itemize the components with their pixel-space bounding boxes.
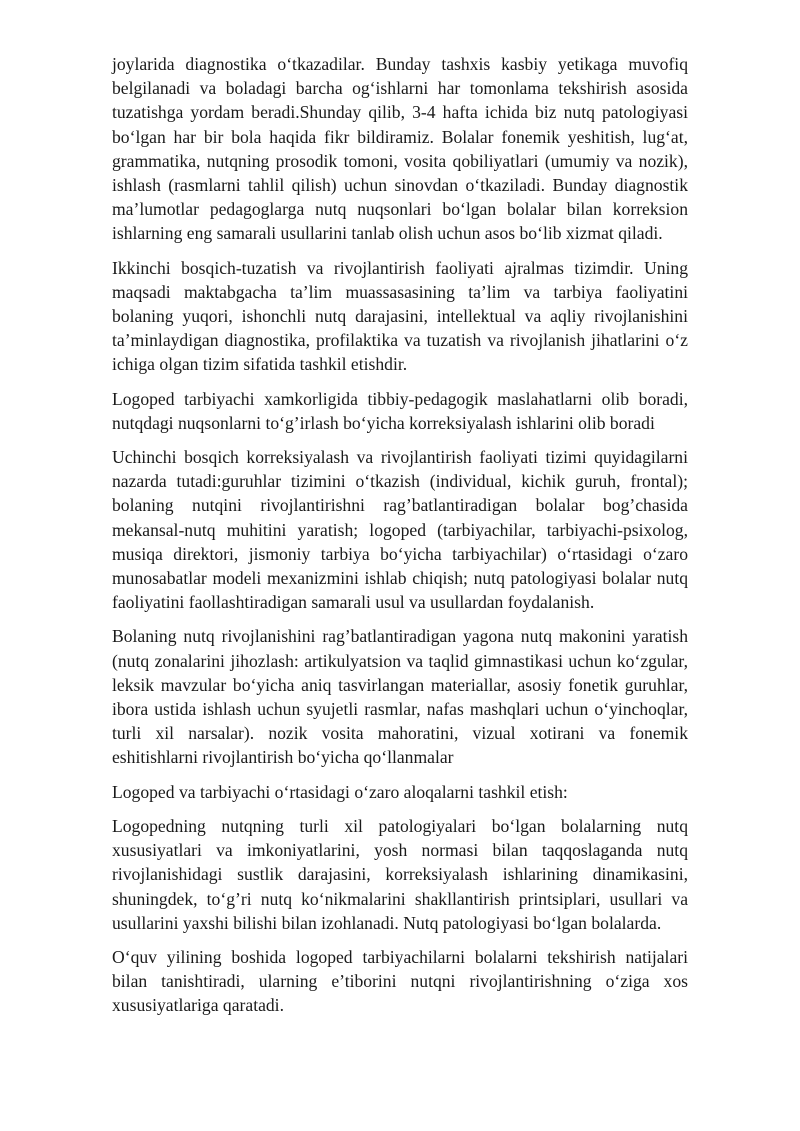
paragraph-speech-environment: Bolaning nutq rivojlanishini rag’batlantiradigan yagona nutq makonini yaratish (nutq zonalarini jihozlash: artikulyatsion va taqlid gimnastikasi uchun ko‘zgular, leksik mavzular bo‘yicha aniq tasvirlangan materiallar, asosiy fonetik guruhlar, ibora ustida ishlash uchun syujetli rasmlar, nafas mashqlari uchun o‘yinchoqlar, turli xil narsalar). nozik vosita mahoratini, vizual xotirani va fonemik eshitishlarni rivojlantirish bo‘yicha qo‘llanmalar: [112, 626, 688, 768]
paragraph-third-stage: Uchinchi bosqich korreksiyalash va rivojlantirish faoliyati tizimi quyidagilarni nazarda tutadi:guruhlar tizimini o‘tkazish (individual, kichik guruh, frontal); bolaning nutqini rivojlantirishni rag’batlantiradigan bolalar bog’chasida mekansal-nutq muhitini yaratish; logoped (tarbiyachilar, tarbiyachi-psixolog, musiqa direktori, jismoniy tarbiya bo‘yicha tarbiyachilar) o‘rtasidagi o‘zaro munosabatlar modeli mexanizmini ishlab chiqish; nutq patologiyasi bolalar nutq faoliyatini faollashtiradigan samarali usul va usullardan foydalanish.: [112, 447, 688, 613]
paragraph-speech-therapist-knowledge: Logopedning nutqning turli xil patologiyalari bo‘lgan bolalarning nutq xususiyatlari va imkoniyatlarini, yosh normasi bilan taqqoslaganda nutq rivojlanishidagi sustlik darajasini, korreksiyalash ishlarining dinamikasini, shuningdek, to‘g’ri nutq ko‘nikmalarini shakllantirish printsiplari, usullari va usullarini yaxshi bilishi bilan izohlanadi. Nutq patologiyasi bo‘lgan bolalarda.: [112, 815, 688, 933]
paragraph-speech-therapist-collaboration: Logoped tarbiyachi xamkorligida tibbiy-pedagogik maslahatlarni olib boradi, nutqdagi nuqsonlarni to‘g’irlash bo‘yicha korreksiyalash ishlarini olib boradi: [112, 388, 688, 433]
paragraph-diagnostics: joylarida diagnostika o‘tkazadilar. Bunday tashxis kasbiy yetikaga muvofiq belgilanadi va boladagi barcha og‘ishlarni har tomonlama tekshirish asosida tuzatishga yordam beradi.Shunday qilib, 3-4 hafta ichida biz nutq patologiyasi bo‘lgan har bir bola haqida fikr bildiramiz. Bolalar fonemik yeshitish, lug‘at, grammatika, nutqning prosodik tomoni, vosita qobiliyatlari (umumiy va nozik), ishlash (rasmlarni tahlil qilish) uchun sinovdan o‘tkaziladi. Bunday diagnostik ma’lumotlar pedagoglarga nutq nuqsonlari bo‘lgan bolalar bilan korreksion ishlarning eng samarali usullarini tanlab olish uchun asos bo‘lib xizmat qiladi.: [112, 54, 688, 244]
paragraph-second-stage: Ikkinchi bosqich-tuzatish va rivojlantirish faoliyati ajralmas tizimdir. Uning maqsadi maktabgacha ta’lim muassasasining ta’lim va tarbiya faoliyatini bolaning yuqori, ishonchli nutq darajasini, intellektual va aqliy rivojlanishini ta’minlaydigan diagnostika, profilaktika va tuzatish va rivojlanish jihatlarini o‘z ichiga olgan tizim sifatida tashkil etishdir.: [112, 257, 688, 375]
paragraph-interaction-heading: Logoped va tarbiyachi o‘rtasidagi o‘zaro aloqalarni tashkil etish:: [112, 781, 568, 802]
document-page: [112, 52, 688, 1028]
paragraph-school-year-start: O‘quv yilining boshida logoped tarbiyachilarni bolalarni tekshirish natijalari bilan tanishtiradi, ularning e’tiborini nutqni rivojlantirishning o‘ziga xos xususiyatlariga qaratadi.: [112, 946, 688, 1016]
